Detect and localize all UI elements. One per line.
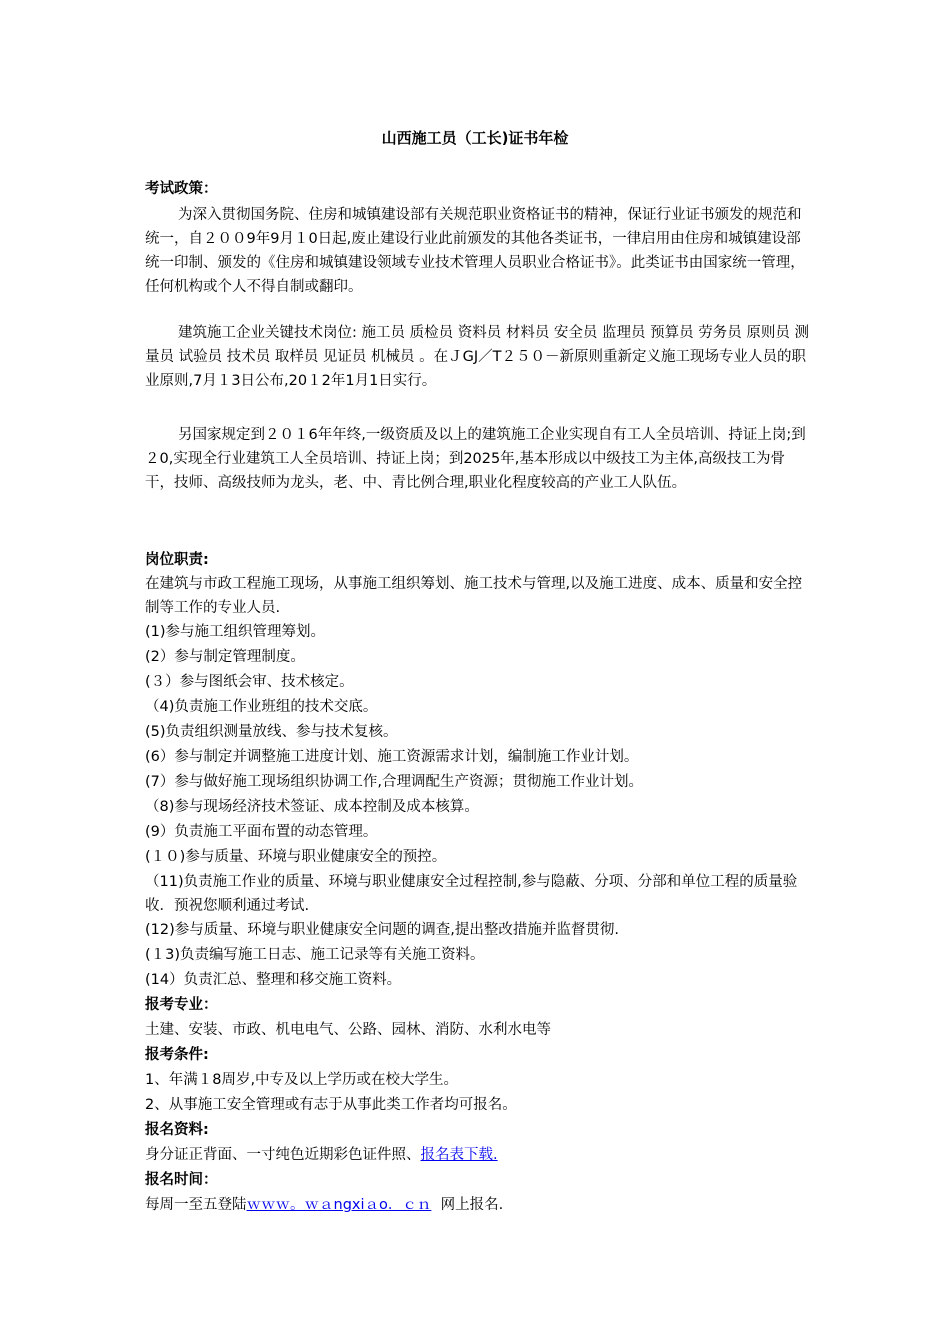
duty-item: (5)负责组织测量放线、参与技术复核。 [145,724,398,740]
duty-item: (9）负责施工平面布置的动态管理。 [145,824,378,840]
duty-item: （4)负责施工作业班组的技术交底。 [145,699,378,715]
duty-item: (１０)参与质量、环境与职业健康安全的预控。 [145,849,447,865]
policy-paragraph-2: 建筑施工企业关键技术岗位: 施工员 质检员 资料员 材料员 安全员 监理员 预算员 劳务员 原则员 测量员 试验员 技术员 取样员 见证员 机械员 。在ＪGJ／T２５０－新原则重新定义施工现场专业人员的职业原则,7月１3日公布,20１2年1月1日实行。 [145,325,809,389]
duty-item: (12)参与质量、环境与职业健康安全问题的调查,提出整改措施并监督贯彻. [145,922,619,938]
duty-item: (１3)负责编写施工日志、施工记录等有关施工资料。 [145,947,485,963]
policy-paragraph-3: 另国家规定到２０１6年年终,一级资质及以上的建筑施工企业实现自有工人全员培训、持证上岗;到２0,实现全行业建筑工人全员培训、持证上岗；到2025年,基本形成以中级技工为主体,高级技工为骨干，技师、高级技师为龙头，老、中、青比例合理,职业化程度较高的产业工人队伍。 [145,427,806,491]
website-link[interactable]: ｗｗｗ。ｗａngxiａo．ｃｎ [246,1197,432,1213]
duties-section [145,548,810,1218]
time-suffix: 网上报名. [431,1197,504,1213]
duty-item: (6）参与制定并调整施工进度计划、施工资源需求计划，编制施工作业计划。 [145,749,639,765]
duties-heading: 岗位职责: [145,552,209,568]
duty-item: （11)负责施工作业的质量、环境与职业健康安全过程控制,参与隐蔽、分项、分部和单位工程的质量验收．预祝您顺利通过考试. [145,874,798,914]
condition-item: 1、年满１8周岁,中专及以上学历或在校大学生。 [145,1072,459,1088]
materials-heading: 报名资料: [145,1122,209,1138]
document-title: 山西施工员（工长)证书年检 [381,129,569,147]
duty-item: (2）参与制定管理制度。 [145,649,305,665]
condition-item: 2、从事施工安全管理或有志于从事此类工作者均可报名。 [145,1097,517,1113]
time-heading: 报名时间： [145,1172,218,1188]
materials-text: 身分证正背面、一寸纯色近期彩色证件照、 [145,1147,421,1163]
conditions-heading: 报考条件: [145,1047,209,1063]
duty-item: (14）负责汇总、整理和移交施工资料。 [145,972,402,988]
duty-item: （8)参与现场经济技术签证、成本控制及成本核算。 [145,799,479,815]
duty-item: (1)参与施工组织管理筹划。 [145,624,326,640]
duties-intro: 在建筑与市政工程施工现场，从事施工组织筹划、施工技术与管理,以及施工进度、成本、质量和安全控制等工作的专业人员. [145,576,803,616]
duty-item: (３）参与图纸会审、技术核定。 [145,674,354,690]
duty-item: (7）参与做好施工现场组织协调工作,合理调配生产资源；贯彻施工作业计划。 [145,774,643,790]
time-prefix: 每周一至五登陆 [145,1197,247,1213]
registration-form-download-link[interactable]: 报名表下载. [420,1147,498,1163]
time-line [145,1193,810,1218]
policy-paragraph-1: 为深入贯彻国务院、住房和城镇建设部有关规范职业资格证书的精神，保证行业证书颁发的规范和统一，自２００9年9月１0日起,废止建设行业此前颁发的其他各类证书，一律启用由住房和城镇建设部统一印制、颁发的《住房和城镇建设领域专业技术管理人员职业合格证书》。此类证书由国家统一管理，任何机构或个人不得自制或翻印。 [145,207,805,295]
materials-line [145,1143,810,1168]
policy-heading: 考试政策： [145,181,218,197]
majors-text: 土建、安装、市政、机电电气、公路、园林、消防、水利水电等 [145,1022,551,1038]
majors-heading: 报考专业： [145,997,218,1013]
policy-section [145,177,810,495]
